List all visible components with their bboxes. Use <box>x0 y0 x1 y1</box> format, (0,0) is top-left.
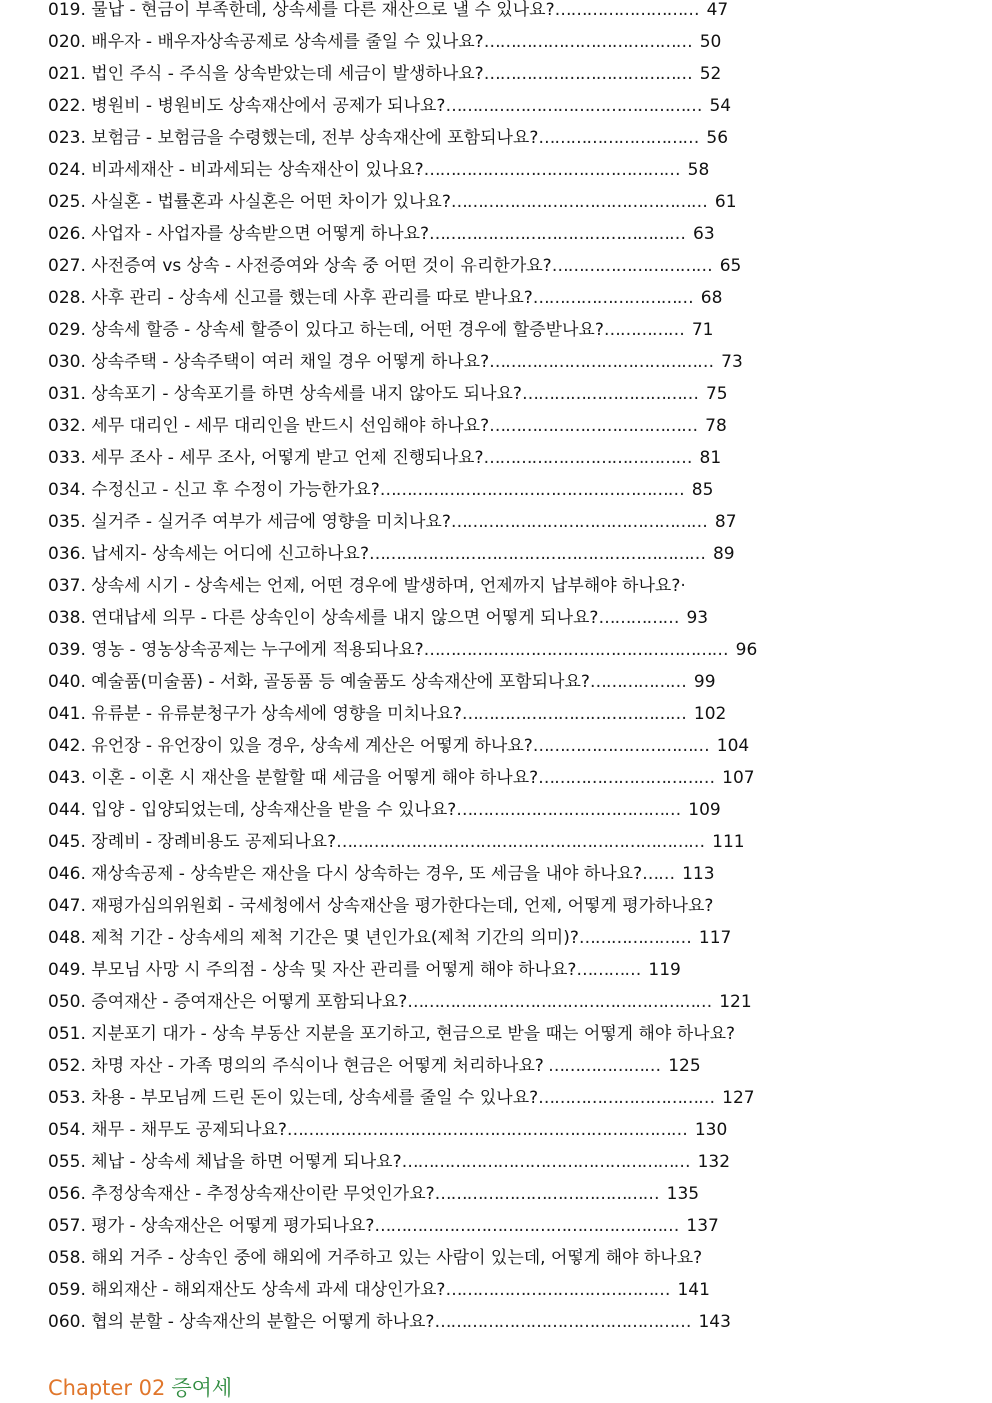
toc-entry-leader: …………… <box>598 608 679 628</box>
toc-entry-page: 65 <box>719 256 742 276</box>
toc-entry-number: 043. <box>48 768 86 788</box>
toc-entry-title: 실거주 - 실거주 여부가 세금에 영향을 미치나요? <box>91 512 451 532</box>
toc-entry-title: 추정상속재산 - 추정상속재산이란 무엇인가요? <box>91 1184 435 1204</box>
toc-entry-number: 019. <box>48 0 86 20</box>
toc-entry-number: 060. <box>48 1312 86 1332</box>
toc-entry-leader: ………………………… <box>538 128 699 148</box>
toc-entry-title: 보험금 - 보험금을 수령했는데, 전부 상속재산에 포함되나요? <box>91 128 539 148</box>
toc-entry-leader: ………………………………………………… <box>407 992 712 1012</box>
toc-entry-page: 111 <box>712 832 745 852</box>
toc-entry-leader: ………………………………………… <box>450 512 707 532</box>
toc-entry-page: 143 <box>698 1312 731 1332</box>
toc-entry-title: 세무 대리인 - 세무 대리인을 반드시 선임해야 하나요? <box>91 416 490 436</box>
toc-entry-number: 055. <box>48 1152 86 1172</box>
toc-entry-page: 54 <box>709 96 732 116</box>
toc-entry-number: 044. <box>48 800 86 820</box>
toc-entry-title: 사전증여 vs 상속 - 사전증여와 상속 중 어떤 것이 유리한가요? <box>91 256 552 276</box>
toc-entry-title: 물납 - 현금이 부족한데, 상속세를 다른 재산으로 낼 수 있나요? <box>91 0 555 20</box>
toc-entry-leader: …………………………… <box>532 736 709 756</box>
toc-entry-leader: ………………………………………… <box>434 1312 691 1332</box>
toc-entry-leader: ……………………………………………………… <box>368 544 705 564</box>
toc-entry-title: 재상속공제 - 상속받은 재산을 다시 상속하는 경우, 또 세금을 내야 하나요? <box>91 864 643 884</box>
toc-entry-number: 050. <box>48 992 86 1012</box>
toc-entry-page: 58 <box>687 160 710 180</box>
toc-entry[interactable] <box>48 58 948 90</box>
toc-entry[interactable] <box>48 858 948 890</box>
toc-entry[interactable] <box>48 890 948 922</box>
toc-entry[interactable] <box>48 154 948 186</box>
toc-entry-number: 034. <box>48 480 86 500</box>
toc-entry-leader: …………………………………… <box>489 352 714 372</box>
toc-entry[interactable] <box>48 730 948 762</box>
toc-entry-leader: ………………………………………………… <box>423 640 728 660</box>
toc-entry-number: 049. <box>48 960 86 980</box>
toc-entry-page: 119 <box>648 960 681 980</box>
toc-entry[interactable] <box>48 538 948 570</box>
toc-entry-leader: ……………… <box>589 672 686 692</box>
toc-entry-page: 113 <box>682 864 715 884</box>
toc-entry-page: 85 <box>691 480 714 500</box>
toc-entry-leader: ………………………………… <box>483 32 692 52</box>
toc-entry-leader: ………………………………………………… <box>379 480 684 500</box>
toc-entry-title: 세무 조사 - 세무 조사, 어떻게 받고 언제 진행되나요? <box>91 448 484 468</box>
toc-entry[interactable] <box>48 602 948 634</box>
toc-entry-leader: …………………………………… <box>445 1280 670 1300</box>
toc-entry-number: 032. <box>48 416 86 436</box>
toc-entry-leader: …………………………………… <box>434 1184 659 1204</box>
chapter-title: 증여세 <box>171 1376 233 1400</box>
toc-entry-number: 054. <box>48 1120 86 1140</box>
toc-entry-number: 058. <box>48 1248 86 1268</box>
toc-entry[interactable] <box>48 794 948 826</box>
toc-entry-leader: ………………… <box>578 928 691 948</box>
toc-entry[interactable] <box>48 1274 948 1306</box>
toc-entry-page: 81 <box>699 448 722 468</box>
toc-entry-number: 038. <box>48 608 86 628</box>
toc-entry-number: 059. <box>48 1280 86 1300</box>
toc-entry-page: 93 <box>686 608 709 628</box>
toc-entry-page: 104 <box>716 736 750 756</box>
toc-entry-number: 037. <box>48 576 86 596</box>
toc-entry-number: 041. <box>48 704 86 724</box>
toc-entry-leader: ………………………………………… <box>423 160 680 180</box>
toc-entry[interactable] <box>48 1210 948 1242</box>
table-of-contents <box>48 0 948 1338</box>
toc-entry-page: 56 <box>706 128 729 148</box>
toc-entry[interactable] <box>48 218 948 250</box>
toc-entry-page: 135 <box>666 1184 700 1204</box>
toc-entry[interactable] <box>48 954 948 986</box>
toc-entry-number: 030. <box>48 352 86 372</box>
toc-entry-leader: ………………………………………………… <box>374 1216 679 1236</box>
toc-entry[interactable] <box>48 186 948 218</box>
toc-entry-leader: ……………………………………………… <box>401 1152 690 1172</box>
toc-entry-title: 영농 - 영농상속공제는 누구에게 적용되나요? <box>91 640 424 660</box>
toc-entry-title: 차명 자산 - 가족 명의의 주식이나 현금은 어떻게 처리하나요? <box>91 1056 544 1076</box>
toc-entry-number: 051. <box>48 1024 86 1044</box>
toc-entry-page: 78 <box>705 416 727 436</box>
toc-entry-page: 61 <box>714 192 737 212</box>
toc-entry-number: 020. <box>48 32 86 52</box>
toc-entry-title: 사업자 - 사업자를 상속받으면 어떻게 하나요? <box>91 224 430 244</box>
toc-entry-title: 부모님 사망 시 주의점 - 상속 및 자산 관리를 어떻게 해야 하나요? <box>91 960 577 980</box>
toc-entry-page: 52 <box>699 64 722 84</box>
toc-entry-title: 해외재산 - 해외재산도 상속세 과세 대상인가요? <box>91 1280 446 1300</box>
toc-entry-title: 배우자 - 배우자상속공제로 상속세를 줄일 수 있나요? <box>91 32 484 52</box>
toc-entry-title: 증여재산 - 증여재산은 어떻게 포함되나요? <box>91 992 408 1012</box>
toc-entry[interactable] <box>48 410 948 442</box>
toc-entry-leader: …………… <box>603 320 684 340</box>
toc-entry-title: 체납 - 상속세 체납을 하면 어떻게 되나요? <box>91 1152 402 1172</box>
toc-entry[interactable] <box>48 1242 948 1274</box>
toc-entry-title: 납세지- 상속세는 어디에 신고하나요? <box>91 544 369 564</box>
toc-entry[interactable] <box>48 1306 948 1338</box>
chapter-label: Chapter 02 <box>48 1376 166 1400</box>
toc-entry-page: 107 <box>722 768 755 788</box>
toc-entry-page: 47 <box>706 0 729 20</box>
toc-entry[interactable] <box>48 26 948 58</box>
toc-entry-leader: ………………………………… <box>483 448 692 468</box>
toc-entry-page: 75 <box>705 384 728 404</box>
toc-entry-number: 023. <box>48 128 86 148</box>
toc-entry-page: 63 <box>693 224 715 244</box>
toc-entry[interactable] <box>48 1050 948 1082</box>
toc-entry-leader: ………………………… <box>551 256 712 276</box>
toc-entry-page: 137 <box>686 1216 719 1236</box>
toc-entry-leader: ………………… <box>543 1056 661 1076</box>
toc-entry-page: 68 <box>700 288 723 308</box>
toc-entry[interactable] <box>48 122 948 154</box>
toc-entry-number: 057. <box>48 1216 86 1236</box>
toc-entry-leader: ………………………………………… <box>429 224 686 244</box>
toc-entry[interactable] <box>48 1114 948 1146</box>
toc-entry-page: 102 <box>693 704 727 724</box>
toc-entry-leader: …………………………………… <box>456 800 681 820</box>
toc-entry-number: 056. <box>48 1184 86 1204</box>
toc-entry-number: 036. <box>48 544 86 564</box>
toc-entry-title: 평가 - 상속재산은 어떻게 평가되나요? <box>91 1216 375 1236</box>
toc-entry[interactable] <box>48 90 948 122</box>
toc-entry-page: 127 <box>722 1088 755 1108</box>
toc-entry-title: 차용 - 부모님께 드린 돈이 있는데, 상속세를 줄일 수 있나요? <box>91 1088 539 1108</box>
toc-entry-title: 이혼 - 이혼 시 재산을 분할할 때 세금을 어떻게 해야 하나요? <box>91 768 539 788</box>
toc-entry[interactable] <box>48 250 948 282</box>
toc-entry-leader: ………………………………… <box>483 64 692 84</box>
toc-entry-page: 141 <box>677 1280 710 1300</box>
toc-entry-number: 035. <box>48 512 86 532</box>
toc-entry-leader: ………………………………………… <box>450 192 707 212</box>
toc-entry-number: 033. <box>48 448 86 468</box>
toc-entry-title: 병원비 - 병원비도 상속재산에서 공제가 되나요? <box>91 96 446 116</box>
toc-entry-number: 047. <box>48 896 86 916</box>
toc-entry-title: 비과세재산 - 비과세되는 상속재산이 있나요? <box>91 160 424 180</box>
toc-entry-number: 021. <box>48 64 86 84</box>
toc-entry[interactable] <box>48 634 948 666</box>
toc-entry-title: 지분포기 대가 - 상속 부동산 지분을 포기하고, 현금으로 받을 때는 어떻게 해야 하나요? <box>91 1024 736 1044</box>
toc-entry-title: 상속세 할증 - 상속세 할증이 있다고 하는데, 어떤 경우에 할증받나요? <box>91 320 604 340</box>
toc-entry[interactable] <box>48 506 948 538</box>
toc-entry-page: 130 <box>694 1120 728 1140</box>
toc-entry[interactable] <box>48 826 948 858</box>
toc-entry-title: 상속주택 - 상속주택이 여러 채일 경우 어떻게 하나요? <box>91 352 490 372</box>
toc-entry-page: 89 <box>712 544 735 564</box>
toc-entry-title: 유류분 - 유류분청구가 상속세에 영향을 미치나요? <box>91 704 462 724</box>
toc-entry-number: 052. <box>48 1056 86 1076</box>
toc-entry-page: 99 <box>693 672 716 692</box>
toc-entry-title: 수정신고 - 신고 후 수정이 가능한가요? <box>91 480 380 500</box>
toc-entry[interactable] <box>48 698 948 730</box>
toc-entry-title: 유언장 - 유언장이 있을 경우, 상속세 계산은 어떻게 하나요? <box>91 736 533 756</box>
toc-entry-leader: ………………………………… <box>489 416 698 436</box>
toc-entry-leader: …………………………………… <box>461 704 686 724</box>
toc-entry-page: 109 <box>688 800 721 820</box>
toc-entry-page: 121 <box>719 992 752 1012</box>
toc-entry-page: 117 <box>698 928 732 948</box>
toc-entry-title: 해외 거주 - 상속인 중에 해외에 거주하고 있는 사람이 있는데, 어떻게 해야 하나요? <box>91 1248 703 1268</box>
toc-entry[interactable] <box>48 1018 948 1050</box>
toc-entry[interactable] <box>48 762 948 794</box>
toc-entry[interactable] <box>48 666 948 698</box>
toc-entry[interactable] <box>48 442 948 474</box>
toc-entry-number: 027. <box>48 256 86 276</box>
toc-entry-page: 73 <box>721 352 743 372</box>
toc-entry-leader: ……………………… <box>554 0 699 20</box>
toc-entry-title: 상속포기 - 상속포기를 하면 상속세를 내지 않아도 되나요? <box>91 384 522 404</box>
toc-entry-title: 사후 관리 - 상속세 신고를 했는데 사후 관리를 따로 받나요? <box>91 288 533 308</box>
toc-entry-title: 입양 - 입양되었는데, 상속재산을 받을 수 있나요? <box>91 800 457 820</box>
toc-entry-number: 039. <box>48 640 86 660</box>
toc-entry-number: 028. <box>48 288 86 308</box>
toc-entry-number: 042. <box>48 736 86 756</box>
toc-entry[interactable] <box>48 1178 948 1210</box>
toc-entry-number: 022. <box>48 96 86 116</box>
toc-entry[interactable] <box>48 314 948 346</box>
toc-entry-leader: …………………………… <box>538 1088 715 1108</box>
toc-entry-number: 048. <box>48 928 86 948</box>
toc-entry[interactable] <box>48 282 948 314</box>
toc-entry-number: 025. <box>48 192 86 212</box>
toc-entry[interactable] <box>48 570 948 602</box>
toc-entry[interactable] <box>48 1082 948 1114</box>
toc-entry-page: 132 <box>697 1152 731 1172</box>
toc-entry[interactable] <box>48 1146 948 1178</box>
toc-entry-leader: ………………………………………… <box>445 96 702 116</box>
toc-entry-number: 045. <box>48 832 86 852</box>
toc-entry-leader: ………………………… <box>532 288 693 308</box>
toc-entry[interactable] <box>48 0 948 26</box>
toc-entry-number: 031. <box>48 384 86 404</box>
toc-entry-leader: ………… <box>576 960 641 980</box>
toc-entry-page: 125 <box>668 1056 701 1076</box>
toc-entry[interactable] <box>48 378 948 410</box>
toc-entry-number: 024. <box>48 160 86 180</box>
toc-entry-leader: …………………………… <box>538 768 715 788</box>
toc-entry-title: 상속세 시기 - 상속세는 언제, 어떤 경우에 발생하며, 언제까지 납부해야 하나요? <box>91 576 681 596</box>
toc-entry-title: 재평가심의위원회 - 국세청에서 상속재산을 평가한다는데, 언제, 어떻게 평가하나요? <box>91 896 714 916</box>
toc-entry[interactable] <box>48 986 948 1018</box>
toc-entry-page: 71 <box>691 320 714 340</box>
toc-entry-page: 96 <box>735 640 758 660</box>
toc-entry-title: 예술품(미술품) - 서화, 골동품 등 예술품도 상속재산에 포함되나요? <box>91 672 590 692</box>
toc-entry-leader: · <box>680 576 685 596</box>
toc-entry-number: 026. <box>48 224 86 244</box>
toc-entry[interactable] <box>48 346 948 378</box>
toc-entry-title: 협의 분할 - 상속재산의 분할은 어떻게 하나요? <box>91 1312 435 1332</box>
toc-entry-leader: …………………………… <box>521 384 698 404</box>
toc-entry-title: 채무 - 채무도 공제되나요? <box>91 1120 287 1140</box>
toc-entry[interactable] <box>48 474 948 506</box>
toc-entry-title: 제척 기간 - 상속세의 제척 기간은 몇 년인가요(제척 기간의 의미)? <box>91 928 579 948</box>
toc-entry-leader: …………………………………………………………… <box>336 832 705 852</box>
chapter-heading <box>48 1374 232 1402</box>
toc-entry-title: 법인 주식 - 주식을 상속받았는데 세금이 발생하나요? <box>91 64 484 84</box>
toc-entry-number: 046. <box>48 864 86 884</box>
toc-entry-leader: ………………………………………………………………… <box>286 1120 687 1140</box>
toc-entry-number: 053. <box>48 1088 86 1108</box>
toc-entry-number: 029. <box>48 320 86 340</box>
toc-entry-page: 50 <box>699 32 722 52</box>
toc-entry-title: 장례비 - 장례비용도 공제되나요? <box>91 832 337 852</box>
toc-entry-number: 040. <box>48 672 86 692</box>
toc-entry-page: 87 <box>714 512 737 532</box>
toc-entry-leader: …… <box>642 864 675 884</box>
toc-entry-title: 연대납세 의무 - 다른 상속인이 상속세를 내지 않으면 어떻게 되나요? <box>91 608 599 628</box>
toc-entry-title: 사실혼 - 법률혼과 사실혼은 어떤 차이가 있나요? <box>91 192 451 212</box>
toc-entry[interactable] <box>48 922 948 954</box>
